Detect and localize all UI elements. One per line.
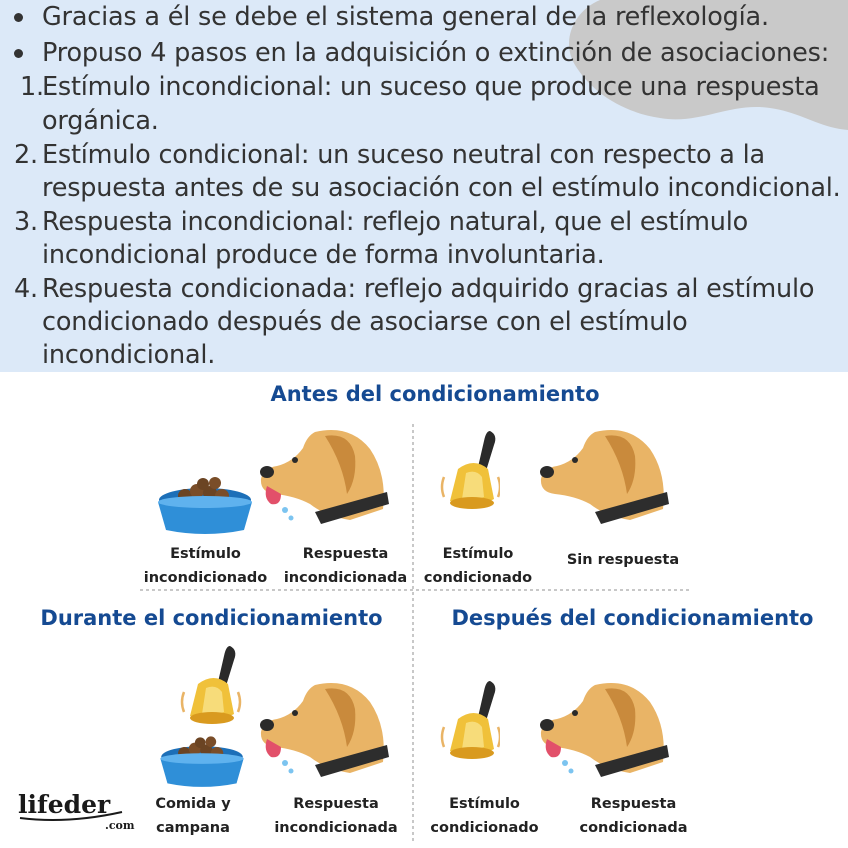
caption-unconditioned-stimulus: Estímulo incondicionado xyxy=(143,546,268,586)
step-4-line-3: incondicional. xyxy=(42,340,216,370)
step-1-line-2: orgánica. xyxy=(42,106,159,136)
dog-head-icon xyxy=(535,424,675,534)
bullet-dot xyxy=(14,13,23,22)
step-2-line-2: respuesta antes de su asociación con el estímulo incondicional. xyxy=(42,173,841,203)
step-2-line-1: Estímulo condicional: un suceso neutral con respecto a la xyxy=(42,140,765,170)
caption-conditioned-response: Respuesta condicionada xyxy=(579,796,688,836)
lifeder-logo: lifeder xyxy=(18,790,111,819)
step-1-line-1: Estímulo incondicional: un suceso que produce una respuesta xyxy=(42,72,820,102)
caption-food-and-bell: Comida y campana xyxy=(155,796,231,836)
dog-drooling-icon xyxy=(255,424,395,534)
ringing-bell-icon xyxy=(175,642,245,732)
dog-drooling-icon xyxy=(255,677,395,787)
intro-panel xyxy=(0,0,848,372)
ringing-bell-icon xyxy=(440,427,500,517)
step-number: 3. xyxy=(14,207,38,237)
intro-bullet-1: Gracias a él se debe el sistema general de la reflexología. xyxy=(42,2,769,32)
heading-during: Durante el condicionamiento xyxy=(40,606,383,630)
caption-conditioned-stimulus: Estímulo condicionado xyxy=(430,796,539,836)
conditioning-diagram xyxy=(0,372,848,848)
caption-unconditioned-response: Respuesta incondicionada xyxy=(274,796,398,836)
caption-unconditioned-response: Respuesta incondicionada xyxy=(283,546,408,586)
lifeder-logo-suffix: .com xyxy=(105,819,135,832)
step-4-line-1: Respuesta condicionada: reflejo adquirido gracias al estímulo xyxy=(42,274,815,304)
step-number: 1. xyxy=(20,72,44,102)
step-3-line-1: Respuesta incondicional: reflejo natural, que el estímulo xyxy=(42,207,749,237)
heading-before: Antes del condicionamiento xyxy=(270,382,600,406)
dog-drooling-icon xyxy=(535,677,675,787)
step-3-line-2: incondicional produce de forma involuntaria. xyxy=(42,240,605,270)
caption-no-response: Sin respuesta xyxy=(566,552,680,568)
bullet-dot xyxy=(14,49,23,58)
caption-conditioned-stimulus: Estímulo condicionado xyxy=(423,546,533,586)
step-4-line-2: condicionado después de asociarse con el estímulo xyxy=(42,307,688,337)
dog-food-bowl-icon xyxy=(152,732,252,794)
ringing-bell-icon xyxy=(440,677,500,767)
intro-bullet-2: Propuso 4 pasos en la adquisición o extinción de asociaciones: xyxy=(42,38,830,68)
step-number: 4. xyxy=(14,274,38,304)
heading-after: Después del condicionamiento xyxy=(451,606,814,630)
step-number: 2. xyxy=(14,140,38,170)
dog-food-bowl-icon xyxy=(150,472,260,542)
